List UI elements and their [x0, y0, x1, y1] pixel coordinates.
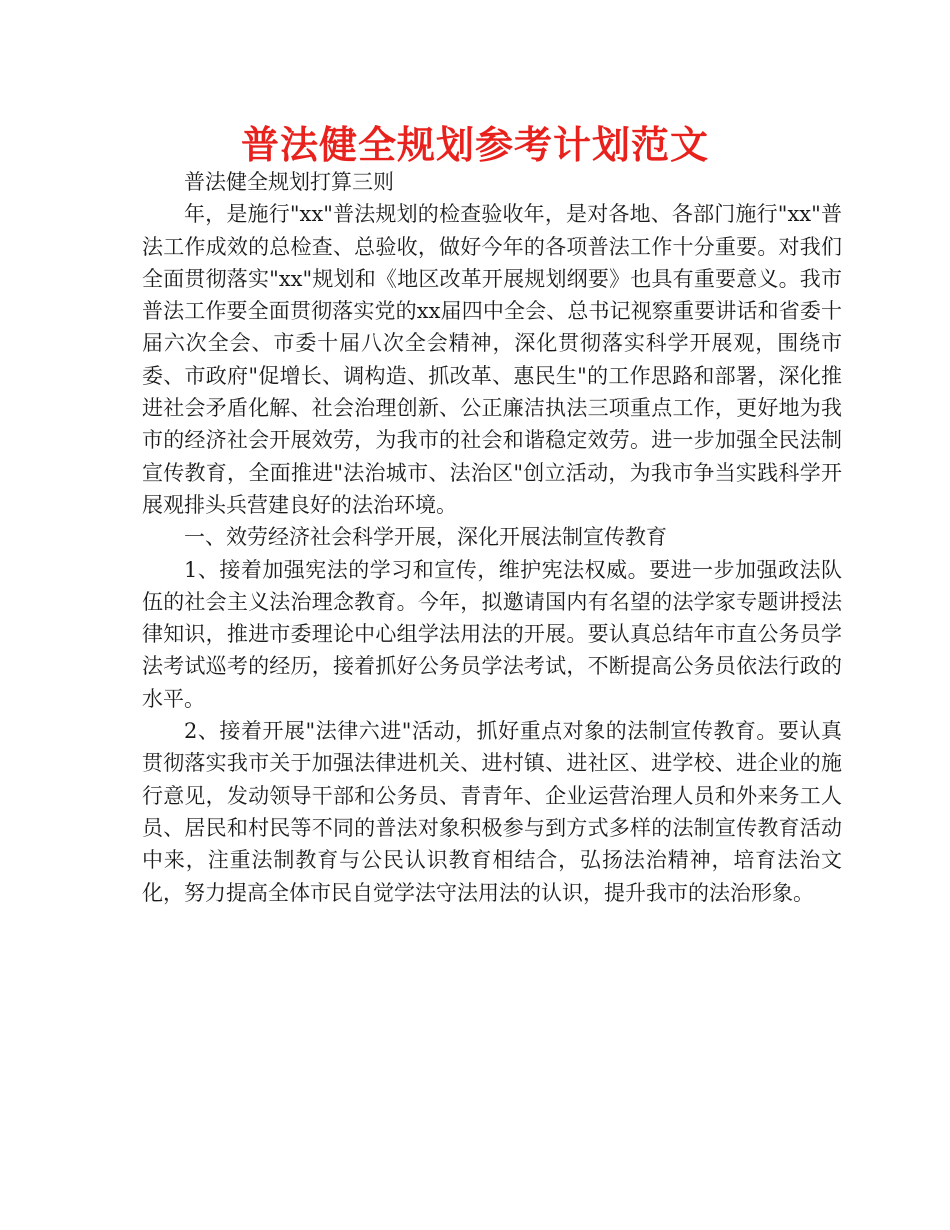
document-body — [142, 166, 842, 909]
document-title: 普法健全规划参考计划范文 — [240, 123, 709, 167]
section-heading-1: 一、效劳经济社会科学开展，深化开展法制宣传教育 — [184, 525, 667, 550]
paragraph-intro: 年，是施行"xx"普法规划的检查验收年，是对各地、各部门施行"xx"普法工作成效的总检查、总验收，做好今年的各项普法工作十分重要。对我们全面贯彻落实"xx"规划和《地区改革开展规划纲要》也具有重要意义。我市普法工作要全面贯彻落实党的xx届四中全会、总书记视察重要讲话和省委十届六次全会、市委十届八次全会精神，深化贯彻落实科学开展观，围绕市委、市政府"促增长、调构造、抓改革、惠民生"的工作思路和部署，深化推进社会矛盾化解、社会治理创新、公正廉洁执法三项重点工作，更好地为我市的经济社会开展效劳，为我市的社会和谐稳定效劳。进一步加强全民法制宣传教育，全面推进"法治城市、法治区"创立活动，为我市争当实践科学开展观排头兵营建良好的法治环境。 — [142, 202, 842, 517]
document-subtitle: 普法健全规划打算三则 — [184, 170, 394, 194]
paragraph-item-1: 1、接着加强宪法的学习和宣传，维护宪法权威。要进一步加强政法队伍的社会主义法治理念教育。今年，拟邀请国内有名望的法学家专题讲授法律知识，推进市委理论中心组学法用法的开展。要认真总结年市直公务员学法考试巡考的经历，接着抓好公务员学法考试，不断提高公务员依法行政的水平。 — [142, 557, 842, 711]
paragraph-item-2: 2、接着开展"法律六进"活动，抓好重点对象的法制宣传教育。要认真贯彻落实我市关于加强法律进机关、进村镇、进社区、进学校、进企业的施行意见，发动领导干部和公务员、青青年、企业运营治理人员和外来务工人员、居民和村民等不同的普法对象积极参与到方式多样的法制宣传教育活动中来，注重法制教育与公民认识教育相结合，弘扬法治精神，培育法治文化，努力提高全体市民自觉学法守法用法的认识，提升我市的法治形象。 — [142, 719, 842, 905]
